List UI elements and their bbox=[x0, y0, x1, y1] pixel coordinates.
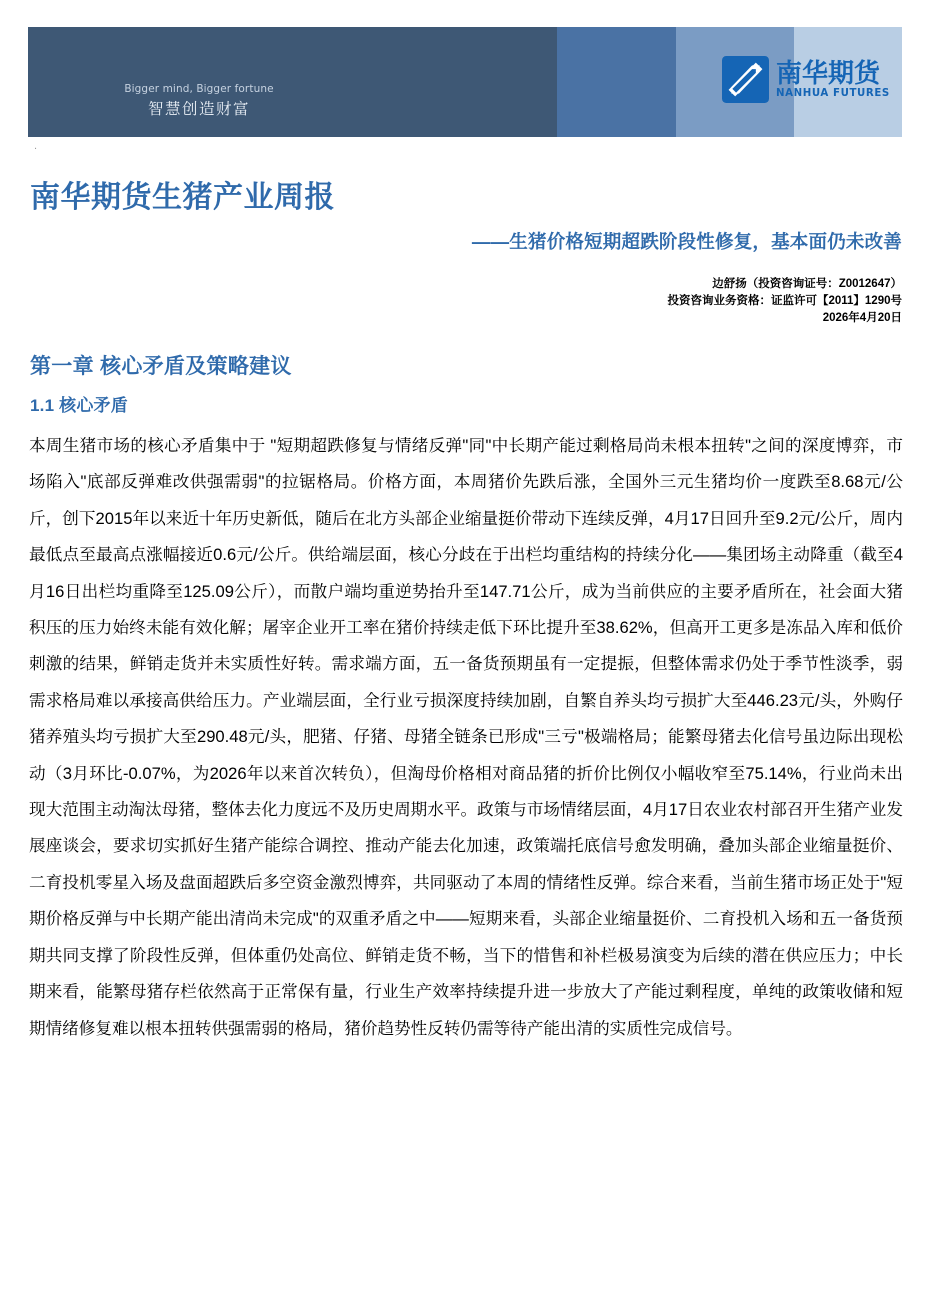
logo-wordmark bbox=[776, 59, 890, 99]
company-logo bbox=[722, 56, 890, 103]
section-heading: 1.1 核心矛盾 bbox=[30, 396, 128, 415]
company-tagline bbox=[84, 84, 314, 117]
chapter-heading: 第一章 核心矛盾及策略建议 bbox=[30, 355, 292, 378]
logo-chinese-name: 南华期货 bbox=[776, 58, 881, 89]
author-credentials-block bbox=[667, 276, 902, 327]
author-name-and-license: 边舒扬（投资咨询证号：Z0012647） bbox=[712, 278, 902, 290]
stray-punctuation-mark: . bbox=[34, 140, 38, 152]
page-subtitle: ——生猪价格短期超跌阶段性修复，基本面仍未改善 bbox=[471, 231, 902, 252]
body-paragraph: 本周生猪市场的核心矛盾集中于 "短期超跌修复与情绪反弹"同"中长期产能过剩格局尚未根本扭转"之间的深度博弈，市场陷入"底部反弹难改供强需弱"的拉锯格局。价格方面，本周猪价先跌后涨，全国外三元生猪均价一度跌至8.68元/公斤，创下2015年以来近十年历史新低，随后在北方头部企业缩量挺价带动下连续反弹，4月17日回升至9.2元/公斤，周内最低点至最高点涨幅接近0.6元/公斤。供给端层面，核心分歧在于出栏均重结构的持续分化——集团场主动降重（截至4月16日出栏均重降至125.09公斤），而散户端均重逆势抬升至147.71公斤，成为当前供应的主要矛盾所在，社会面大猪积压的压力始终未能有效化解；屠宰企业开工率在猪价持续走低下环比提升至38.62%，但高开工更多是冻品入库和低价刺激的结果，鲜销走货并未实质性好转。需求端方面，五一备货预期虽有一定提振，但整体需求仍处于季节性淡季，弱需求格局难以承接高供给压力。产业端层面，全行业亏损深度持续加剧，自繁自养头均亏损扩大至446.23元/头，外购仔猪养殖头均亏损扩大至290.48元/头，肥猪、仔猪、母猪全链条已形成"三亏"极端格局；能繁母猪去化信号虽边际出现松动（3月环比-0.07%，为2026年以来首次转负），但淘母价格相对商品猪的折价比例仅小幅收窄至75.14%，行业尚未出现大范围主动淘汰母猪，整体去化力度远不及历史周期水平。政策与市场情绪层面，4月17日农业农村部召开生猪产业发展座谈会，要求切实抓好生猪产能综合调控、推动产能去化加速，政策端托底信号愈发明确，叠加头部企业缩量挺价、二育投机零星入场及盘面超跌后多空资金激烈博弈，共同驱动了本周的情绪性反弹。综合来看，当前生猪市场正处于"短期价格反弹与中长期产能出清尚未完成"的双重矛盾之中——短期来看，头部企业缩量挺价、二育投机入场和五一备货预期共同支撑了阶段性反弹，但体重仍处高位、鲜销走货不畅，当下的惜售和补栏极易演变为后续的潜在供应压力；中长期来看，能繁母猪存栏依然高于正常保有量，行业生产效率持续提升进一步放大了产能过剩程度，单纯的政策收储和短期情绪修复难以根本扭转供强需弱的格局，猪价趋势性反转仍需等待产能出清的实质性完成信号。 bbox=[29, 436, 903, 1038]
nanhua-logo-icon bbox=[722, 56, 769, 103]
banner-band-1 bbox=[28, 27, 557, 137]
advisory-qualification: 投资咨询业务资格：证监许可【2011】1290号 bbox=[667, 295, 902, 308]
tagline-chinese: 智慧创造财富 bbox=[147, 100, 250, 118]
report-date: 2026年4月20日 bbox=[822, 312, 902, 325]
banner-band-2 bbox=[557, 27, 676, 137]
tagline-english: Bigger mind, Bigger fortune bbox=[124, 83, 274, 95]
logo-english-name: NANHUA FUTURES bbox=[776, 88, 890, 100]
page-title: 南华期货生猪产业周报 bbox=[30, 181, 335, 214]
